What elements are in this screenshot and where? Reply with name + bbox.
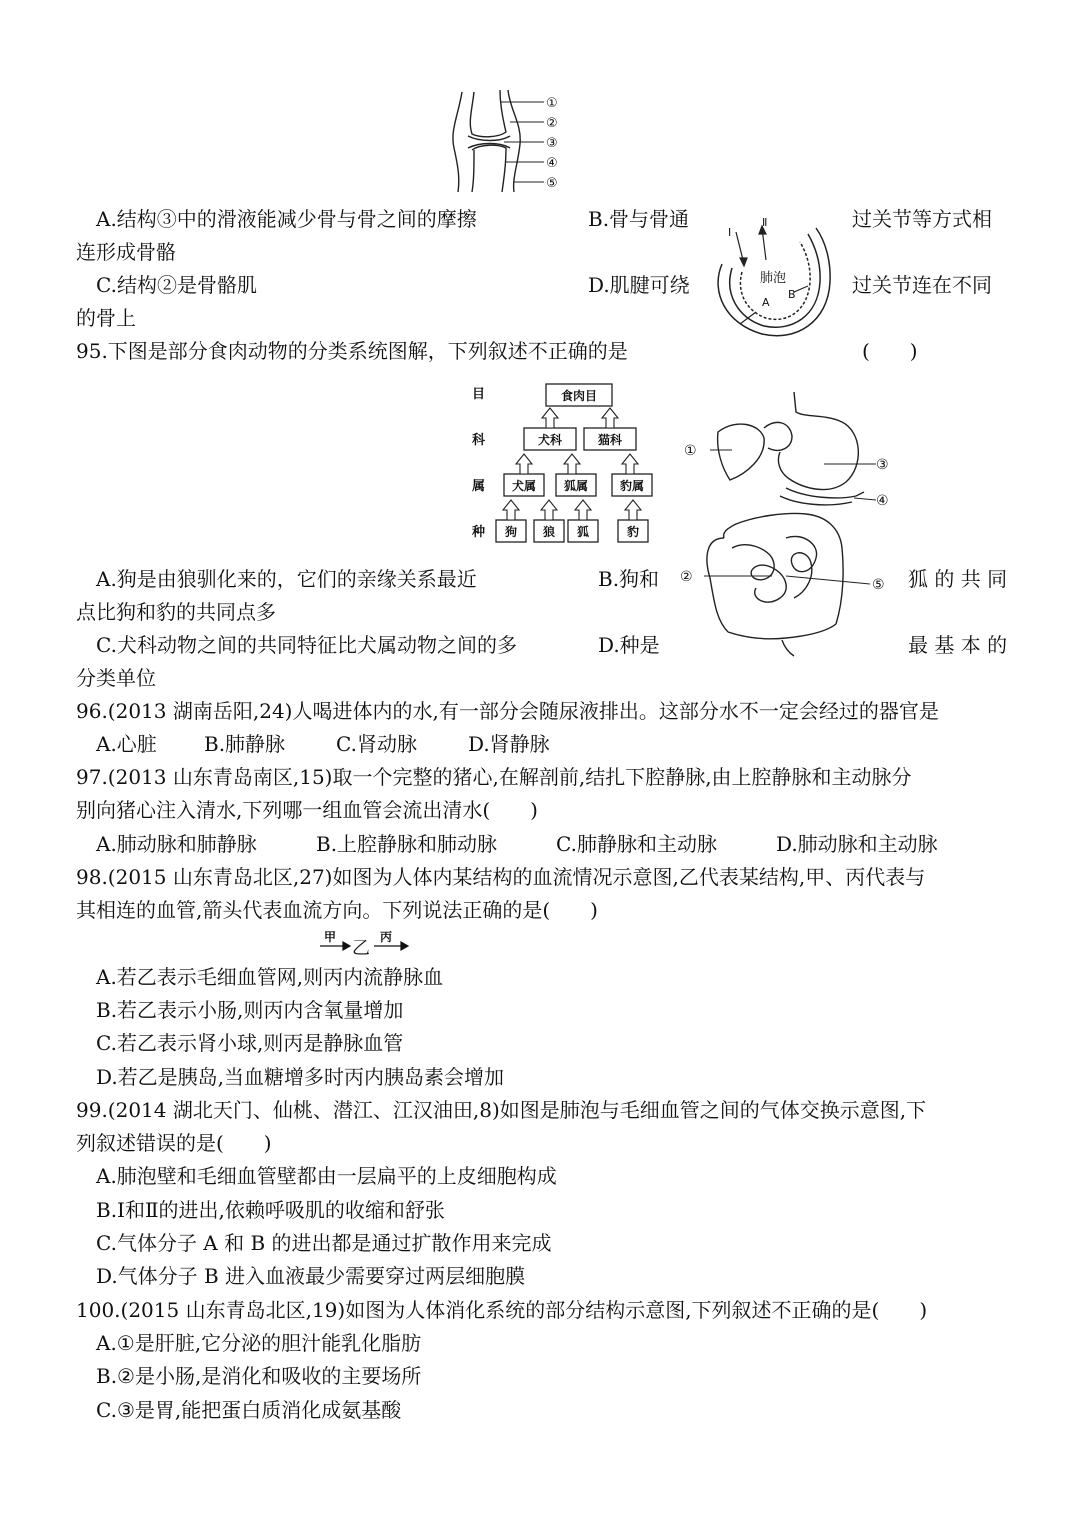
q95-option-d-part1: D.种是 [598,633,660,657]
taxon-genus-canis: 犬属 [511,479,537,493]
digestive-label-1: ① [684,443,697,459]
q95-stem: 95.下图是部分食肉动物的分类系统图解，下列叙述不正确的是 [76,339,628,363]
q99-option-d: D.气体分子 B 进入血液最少需要穿过两层细胞膜 [96,1264,526,1288]
q94-option-d-part3: 的骨上 [76,306,136,330]
alveolus-label-I: I [728,226,732,239]
taxon-species-leopard: 豹 [626,525,640,539]
q94-option-a: A.结构③中的滑液能减少骨与骨之间的摩擦 [96,207,477,231]
q95-option-c: C.犬科动物之间的共同特征比犬属动物之间的多 [96,633,517,657]
q97-option-a: A.肺动脉和肺静脉 [96,832,257,856]
q96-option-c: C.肾动脉 [336,732,417,756]
level-genus: 属 [472,479,486,494]
alveolus-label-A: A [762,296,770,309]
q94-option-b-part1: B.骨与骨通 [588,207,690,231]
alveolus-label-II: Ⅱ [762,216,768,229]
q94-option-d-part2: 过关节连在不同 [852,273,992,297]
digestive-label-2: ② [680,569,693,585]
q98-stem-line2: 其相连的血管,箭头代表血流方向。下列说法正确的是( ) [76,898,598,922]
q100-stem: 100.(2015 山东青岛北区,19)如图为人体消化系统的部分结构示意图,下列叙述不正确的是( ) [76,1298,928,1322]
joint-label-5: ⑤ [546,176,558,191]
q96-option-b: B.肺静脉 [204,732,286,756]
digestive-system-diagram [676,388,898,660]
q98-stem-line1: 98.(2015 山东青岛北区,27)如图为人体内某结构的血流情况示意图,乙代表某结构,甲、丙代表与 [76,865,926,889]
q99-option-c: C.气体分子 A 和 B 的进出都是通过扩散作用来完成 [96,1231,552,1255]
q94-option-c: C.结构②是骨骼肌 [96,273,257,297]
q96-option-a: A.心脏 [96,732,157,756]
q100-option-a: A.①是肝脏,它分泌的胆汁能乳化脂肪 [96,1331,422,1355]
q98-option-a: A.若乙表示毛细血管网,则丙内流静脉血 [96,965,444,989]
joint-label-1: ① [546,96,558,111]
flow-label-yi: 乙 [352,938,370,959]
joint-diagram [440,86,570,196]
digestive-label-5: ⑤ [872,577,885,593]
alveolus-diagram [704,212,844,342]
q98-option-b: B.若乙表示小肠,则丙内含氧量增加 [96,998,404,1022]
q95-option-b-part2: 狐 的 共 同 [908,567,1008,591]
digestive-label-3: ③ [876,457,889,473]
q100-option-b: B.②是小肠,是消化和吸收的主要场所 [96,1364,422,1388]
flow-label-bing: 丙 [380,930,393,944]
joint-label-2: ② [546,116,558,131]
digestive-label-4: ④ [876,493,889,509]
q99-stem-line2: 列叙述错误的是( ) [76,1131,272,1155]
q94-option-b-part2: 过关节等方式相 [852,207,992,231]
q94-option-d-part1: D.肌腱可绕 [588,273,690,297]
level-species: 种 [472,525,486,540]
taxon-species-dog: 狗 [504,525,518,539]
q96-option-d: D.肾静脉 [468,732,550,756]
level-family: 科 [472,433,486,448]
taxon-species-fox: 狐 [576,525,590,539]
flow-label-jia: 甲 [324,930,337,944]
q97-stem-line1: 97.(2013 山东青岛南区,15)取一个完整的猪心,在解剖前,结扎下腔静脉,由上腔静脉和主动脉分 [76,765,912,789]
q95-answer-paren: ( ) [862,339,918,363]
blood-flow-diagram [318,926,418,960]
q99-option-a: A.肺泡壁和毛细血管壁都由一层扁平的上皮细胞构成 [96,1164,557,1188]
taxon-genus-panthera: 豹属 [619,479,645,493]
taxon-genus-vulpes: 狐属 [563,479,589,493]
q99-stem-line1: 99.(2014 湖北天门、仙桃、潜江、江汉油田,8)如图是肺泡与毛细血管之间的气体交换示意图,下 [76,1098,927,1122]
q95-option-b-part1: B.狗和 [598,567,660,591]
q97-option-b: B.上腔静脉和肺动脉 [316,832,498,856]
level-order: 目 [472,387,486,402]
q94-option-b-part3: 连形成骨骼 [76,240,176,264]
q99-option-b: B.Ⅰ和Ⅱ的进出,依赖呼吸肌的收缩和舒张 [96,1198,445,1222]
taxon-species-wolf: 狼 [542,525,556,539]
joint-label-4: ④ [546,156,558,171]
q95-option-d-part3: 分类单位 [76,666,156,690]
q95-option-b-part3: 点比狗和豹的共同点多 [76,600,276,624]
joint-label-3: ③ [546,136,558,151]
taxonomy-diagram [468,380,668,550]
q95-option-a: A.狗是由狼驯化来的，它们的亲缘关系最近 [96,567,477,591]
taxon-order: 食肉目 [560,389,598,403]
q96-stem: 96.(2013 湖南岳阳,24)人喝进体内的水,有一部分会随尿液排出。这部分水不一定会经过的器官是 [76,699,939,723]
q97-option-c: C.肺静脉和主动脉 [556,832,717,856]
taxon-family-felidae: 猫科 [597,433,623,447]
q100-option-c: C.③是胃,能把蛋白质消化成氨基酸 [96,1398,402,1422]
q98-option-d: D.若乙是胰岛,当血糖增多时丙内胰岛素会增加 [96,1065,505,1089]
taxon-family-canidae: 犬科 [537,433,563,447]
q97-option-d: D.肺动脉和主动脉 [776,832,938,856]
q97-stem-line2: 别向猪心注入清水,下列哪一组血管会流出清水( ) [76,798,538,822]
alveolus-center-label: 肺泡 [760,271,787,286]
q95-option-d-part2: 最 基 本 的 [908,633,1008,657]
alveolus-label-B: B [788,288,796,301]
q98-option-c: C.若乙表示肾小球,则丙是静脉血管 [96,1031,404,1055]
